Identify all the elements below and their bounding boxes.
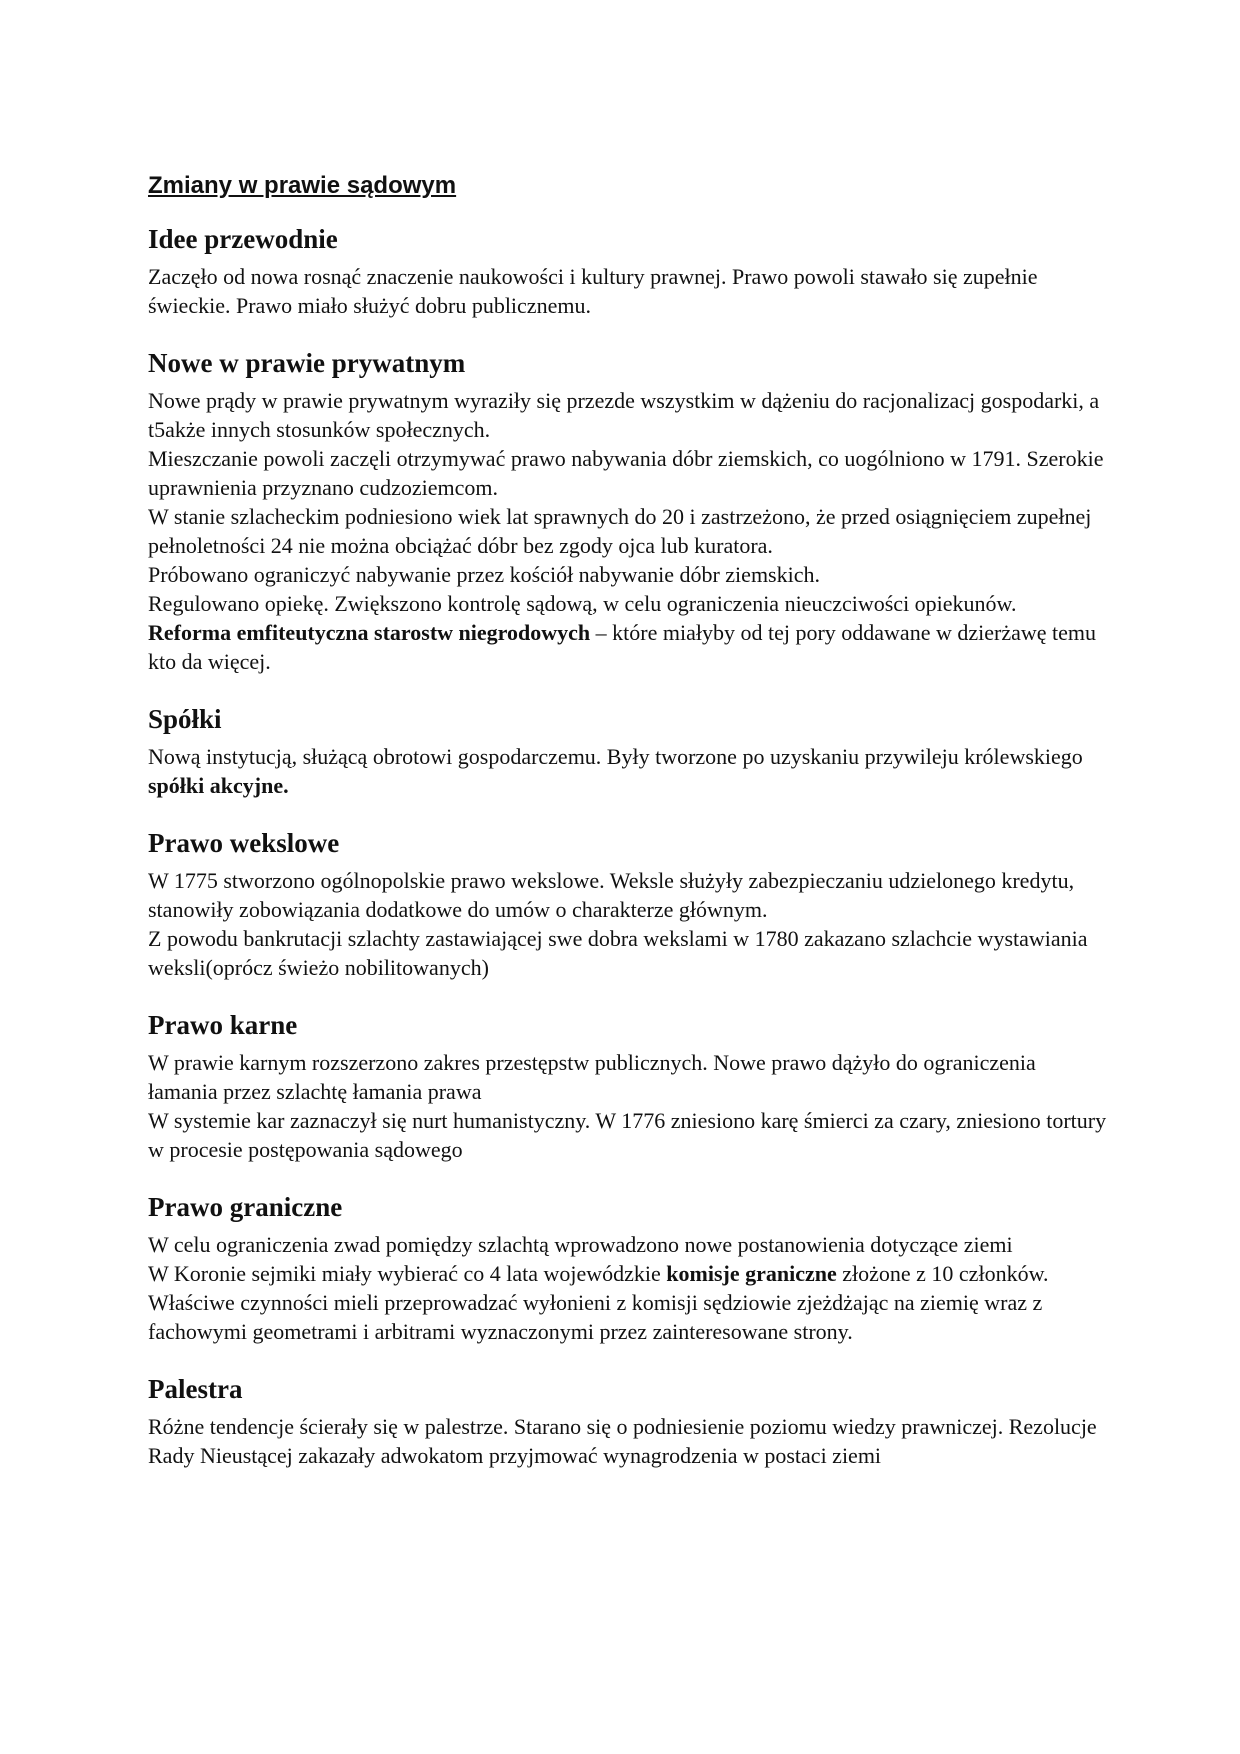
section-heading: Nowe w prawie prywatnym — [148, 348, 466, 378]
document-page — [148, 170, 1108, 1496]
bold-term: Reforma emfiteutyczna starostw niegrodowych — [148, 620, 591, 645]
bold-term: spółki akcyjne. — [148, 773, 289, 798]
paragraph-text: – które miałyby od tej pory oddawane w dzierżawę temu kto da więcej. — [148, 620, 1096, 674]
section-palestra — [148, 1372, 1108, 1470]
paragraph: Z powodu bankrutacji szlachty zastawiającej swe dobra wekslami w 1780 zakazano szlachcie wystawiania weksli(oprócz świeżo nobilitowanych) — [148, 926, 1088, 980]
section-nowe-w-prawie-prywatnym — [148, 346, 1108, 676]
document-title: Zmiany w prawie sądowym — [148, 172, 457, 199]
paragraph-text: W Koronie sejmiki miały wybierać co 4 lata wojewódzkie — [148, 1261, 667, 1286]
paragraph: W prawie karnym rozszerzono zakres przestępstw publicznych. Nowe prawo dążyło do ograniczenia łamania przez szlachtę łamania prawa — [148, 1050, 1036, 1104]
paragraph-text: złożone z 10 członków. Właściwe czynności mieli przeprowadzać wyłonieni z komisji sędziowie zjeżdżając na ziemię wraz z fachowymi geometrami i arbitrami wyznaczonymi przez zainteresowane strony. — [148, 1261, 1049, 1344]
section-heading: Prawo karne — [148, 1010, 298, 1040]
paragraph — [148, 742, 1108, 800]
paragraph: W celu ograniczenia zwad pomiędzy szlachtą wprowadzono nowe postanowienia dotyczące ziemi — [148, 1232, 1013, 1257]
paragraph: Próbowano ograniczyć nabywanie przez kościół nabywanie dóbr ziemskich. — [148, 562, 820, 587]
section-prawo-wekslowe — [148, 826, 1108, 982]
paragraph: W systemie kar zaznaczył się nurt humanistyczny. W 1776 zniesiono karę śmierci za czary, zniesiono tortury w procesie postępowania sądowego — [148, 1108, 1107, 1162]
paragraph: Różne tendencje ścierały się w palestrze. Starano się o podniesienie poziomu wiedzy prawniczej. Rezolucje Rady Nieustącej zakazały adwokatom przyjmować wynagrodzenia w postaci ziemi — [148, 1414, 1097, 1468]
section-heading: Palestra — [148, 1374, 243, 1404]
section-prawo-karne — [148, 1008, 1108, 1164]
section-idee-przewodnie — [148, 222, 1108, 320]
paragraph — [148, 1259, 1108, 1346]
paragraph — [148, 618, 1108, 676]
section-prawo-graniczne — [148, 1190, 1108, 1346]
paragraph: Regulowano opiekę. Zwiększono kontrolę sądową, w celu ograniczenia nieuczciwości opiekunów. — [148, 591, 1017, 616]
section-spolki — [148, 702, 1108, 800]
paragraph: W 1775 stworzono ogólnopolskie prawo wekslowe. Weksle służyły zabezpieczaniu udzielonego kredytu, stanowiły zobowiązania dodatkowe do umów o charakterze głównym. — [148, 868, 1075, 922]
paragraph: Zaczęło od nowa rosnąć znaczenie naukowości i kultury prawnej. Prawo powoli stawało się zupełnie świeckie. Prawo miało służyć dobru publicznemu. — [148, 264, 1038, 318]
section-heading: Prawo graniczne — [148, 1192, 343, 1222]
paragraph-text: Nową instytucją, służącą obrotowi gospodarczemu. Były tworzone po uzyskaniu przywileju królewskiego — [148, 744, 1083, 769]
section-heading: Spółki — [148, 704, 222, 734]
paragraph: Nowe prądy w prawie prywatnym wyraziły się przezde wszystkim w dążeniu do racjonalizacj gospodarki, a t5akże innych stosunków społecznych. — [148, 388, 1100, 442]
paragraph: W stanie szlacheckim podniesiono wiek lat sprawnych do 20 i zastrzeżono, że przed osiągnięciem zupełnej pełnoletności 24 nie można obciążać dóbr bez zgody ojca lub kuratora. — [148, 504, 1092, 558]
paragraph: Mieszczanie powoli zaczęli otrzymywać prawo nabywania dóbr ziemskich, co uogólniono w 1791. Szerokie uprawnienia przyznano cudzoziemcom. — [148, 446, 1104, 500]
section-heading: Prawo wekslowe — [148, 828, 340, 858]
bold-term: komisje graniczne — [666, 1261, 837, 1286]
section-heading: Idee przewodnie — [148, 224, 338, 254]
